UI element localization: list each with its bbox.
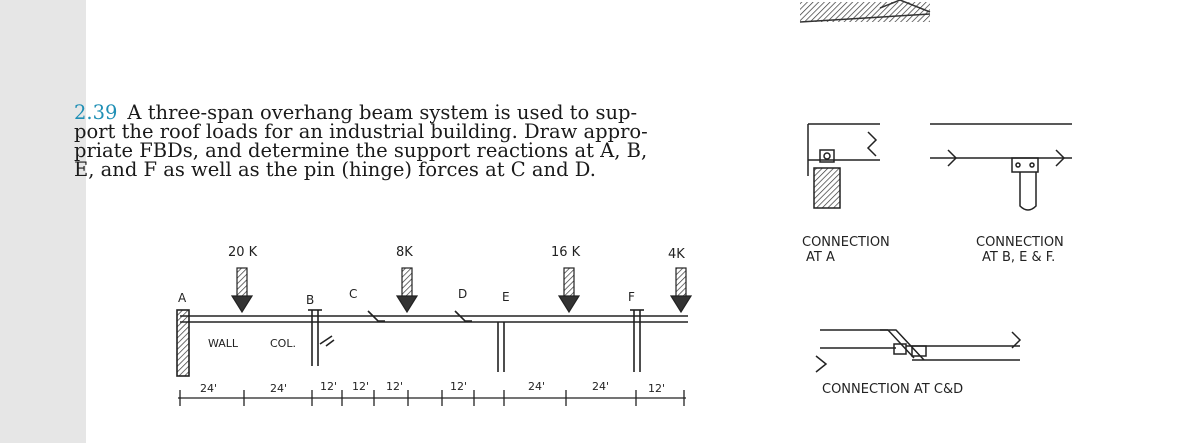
load-label-4k: 4K <box>668 247 685 262</box>
span-label: 24' <box>528 380 546 393</box>
load-arrow-20k <box>232 268 252 312</box>
load-arrow-8k <box>397 268 417 312</box>
column-b <box>308 310 322 366</box>
connection-bef-label-line2: AT B, E & F. <box>982 250 1056 265</box>
point-label-f: F <box>628 290 635 304</box>
span-label: 12' <box>648 382 666 395</box>
column-label: COL. <box>270 337 296 350</box>
dimension-line <box>178 390 686 406</box>
connection-a-label-line1: CONNECTION <box>802 235 890 250</box>
span-label: 12' <box>386 380 404 393</box>
problem-line-2: port the roof loads for an industrial building. Draw appro- <box>74 120 648 143</box>
point-label-e: E <box>502 290 510 304</box>
column-f <box>630 310 644 372</box>
load-label-8k: 8K <box>396 245 413 260</box>
point-label-c: C <box>349 287 358 301</box>
problem-line-1: 2.39 A three-span overhang beam system is used to sup- <box>74 101 638 124</box>
connection-cd-detail <box>816 330 1020 372</box>
load-arrow-16k <box>559 268 579 312</box>
wall-support <box>177 310 189 376</box>
point-label-d: D <box>458 287 468 301</box>
point-label-b: B <box>306 293 315 307</box>
span-label: 12' <box>352 380 370 393</box>
span-label: 24' <box>270 382 288 395</box>
span-label: 12' <box>450 380 468 393</box>
span-label: 24' <box>200 382 218 395</box>
connection-a-label-line2: AT A <box>806 250 835 265</box>
column-e <box>498 322 504 372</box>
connection-a-detail <box>808 124 880 208</box>
load-arrow-4k <box>671 268 691 312</box>
wall-label: WALL <box>208 337 239 350</box>
load-label-16k: 16 K <box>551 245 581 260</box>
connection-bef-detail <box>930 124 1072 210</box>
column-break-mark <box>320 336 334 346</box>
ground-hatch-fragment <box>800 0 930 22</box>
connection-cd-label: CONNECTION AT C&D <box>822 382 964 397</box>
problem-line-3: priate FBDs, and determine the support reactions at A, B, <box>74 139 648 162</box>
span-label: 24' <box>592 380 610 393</box>
connection-bef-label-line1: CONNECTION <box>976 235 1064 250</box>
problem-number: 2.39 <box>74 101 118 124</box>
load-label-20k: 20 K <box>228 245 258 260</box>
beam-system <box>177 310 688 376</box>
problem-line-4: E, and F as well as the pin (hinge) forces at C and D. <box>74 158 596 181</box>
span-label: 12' <box>320 380 338 393</box>
point-label-a: A <box>178 291 187 305</box>
